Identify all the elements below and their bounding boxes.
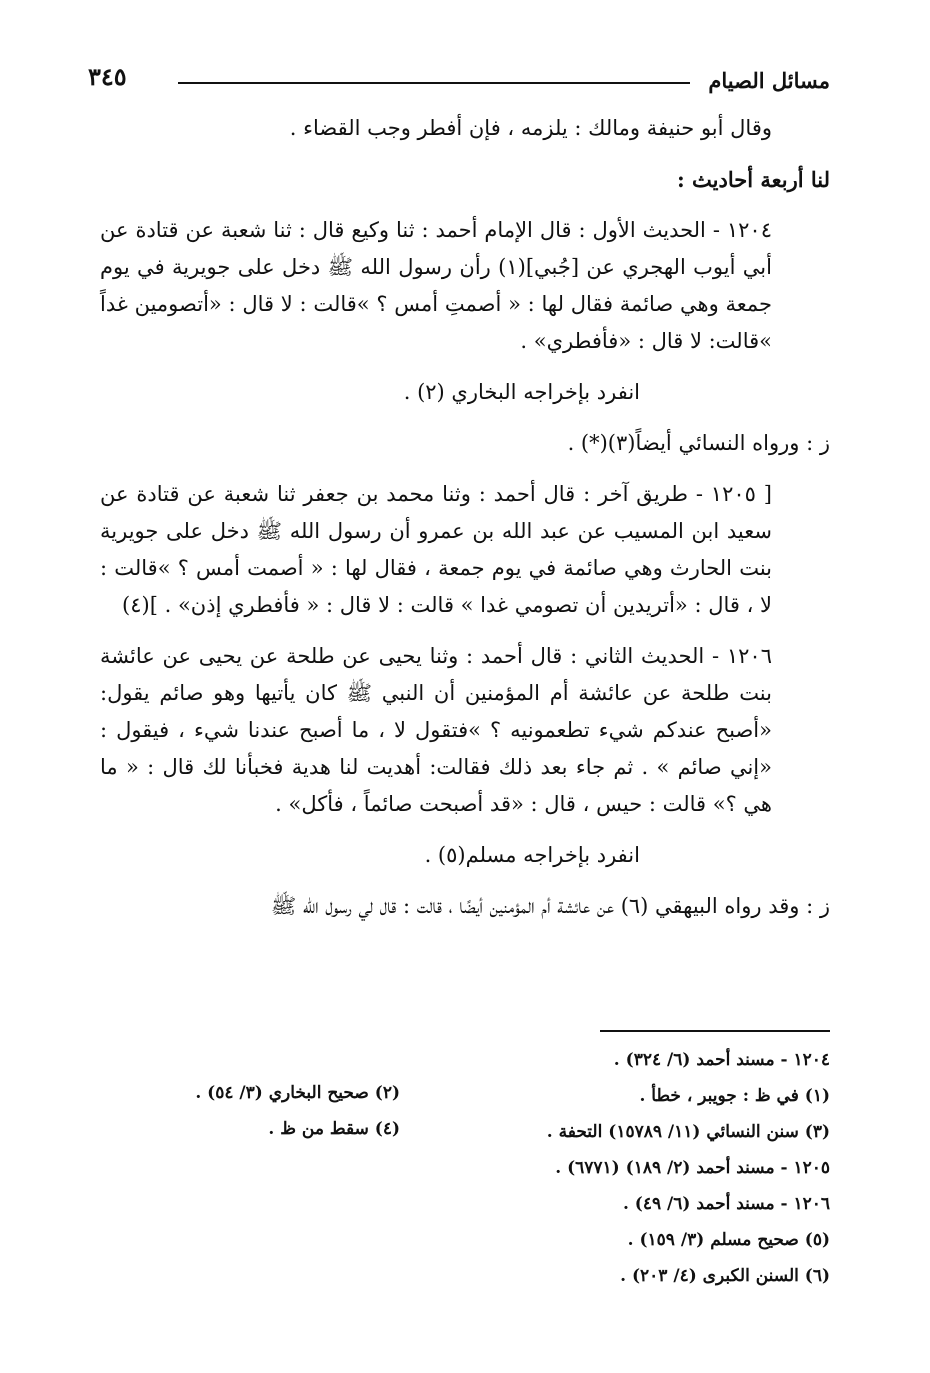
main-text bbox=[100, 110, 830, 925]
footnote: (٦) السنن الكبرى (٤/ ٢٠٣) . bbox=[620, 1266, 830, 1286]
footnote: (٣) سنن النسائي (١١/ ١٥٧٨٩) التحفة . bbox=[546, 1122, 830, 1142]
paragraph: انفرد بإخراجه مسلم(٥) . bbox=[424, 843, 640, 867]
page-number: ٣٤٥ bbox=[88, 62, 127, 91]
footnotes-right-column bbox=[410, 1042, 830, 1294]
paragraph: ز : ورواه النسائي أيضاً(٣)(*) . bbox=[567, 431, 830, 455]
paragraph: لنا أربعة أحاديث : bbox=[676, 167, 830, 192]
header-rule bbox=[178, 82, 690, 84]
footnote: ١٢٠٥ - مسند أحمد (٢/ ١٨٩) (٦٧٧١) . bbox=[555, 1158, 830, 1178]
footnote: (٢) صحيح البخاري (٣/ ٥٤) . bbox=[195, 1083, 400, 1103]
footnote: (٤) سقط من ظ . bbox=[268, 1119, 400, 1139]
footnotes-left-column bbox=[80, 1075, 400, 1147]
page-header bbox=[88, 62, 830, 102]
hadith-1206: ١٢٠٦ - الحديث الثاني : قال أحمد : وثنا يحيى عن طلحة عن يحيى عن عائشة بنت طلحة عن عائشة أم المؤمنين أن النبي ﷺ كان يأتيها وهو صائم يقول: «أصبح عندكم شيء تطعمونيه ؟ »فتقول لا ، ما أصبح عندنا شيء ، فيقول : «إني صائم » . ثم جاء بعد ذلك فقالت: أهديت لنا هدية فخبأنا لك قال : « ما هي ؟» قالت : حيس ، قال : «قد أصبحت صائماً ، فأكل» . bbox=[100, 644, 772, 816]
paragraph: انفرد بإخراجه البخاري (٢) . bbox=[403, 380, 640, 404]
running-title: مسائل الصيام bbox=[708, 68, 830, 93]
footnote: (٥) صحيح مسلم (٣/ ١٥٩) . bbox=[627, 1230, 830, 1250]
footnote: ١٢٠٤ - مسند أحمد (٦/ ٣٢٤) . bbox=[613, 1050, 830, 1070]
paragraph: ز : وقد رواه البيهقي (٦) عن عائشة أم المؤمنين أيضًا ، قالت : قال لي رسول الله ﷺ bbox=[270, 894, 830, 918]
footnote-divider bbox=[600, 1030, 830, 1032]
paragraph: وقال أبو حنيفة ومالك : يلزمه ، فإن أفطر وجب القضاء . bbox=[289, 116, 772, 140]
hadith-1205: [ ١٢٠٥ - طريق آخر : قال أحمد : وثنا محمد بن جعفر ثنا شعبة عن قتادة عن سعيد ابن المسيب عن عبد الله بن عمرو أن رسول الله ﷺ دخل على جويرية بنت الحارث وهي صائمة في يوم جمعة ، فقال لها : « أصمت أمس ؟ »قالت : لا ، قال : «أتريدين أن تصومي غدا » قالت : لا قال : « فأفطري إذن» . ](٤) bbox=[100, 482, 772, 617]
footnote: ١٢٠٦ - مسند أحمد (٦/ ٤٩) . bbox=[622, 1194, 830, 1214]
footnote: (١) في ظ : جويبر ، خطأ . bbox=[639, 1086, 830, 1106]
hadith-1204: ١٢٠٤ - الحديث الأول : قال الإمام أحمد : ثنا وكيع قال : ثنا شعبة عن قتادة عن أبي أيوب الهجري عن [جُبي](١) رأن رسول الله ﷺ دخل على جويرية في يوم جمعة وهي صائمة فقال لها : « أصمتِ أمس ؟ »قالت : لا قال : «أتصومين غداً »قالت: لا قال : «فأفطري» . bbox=[100, 218, 772, 353]
